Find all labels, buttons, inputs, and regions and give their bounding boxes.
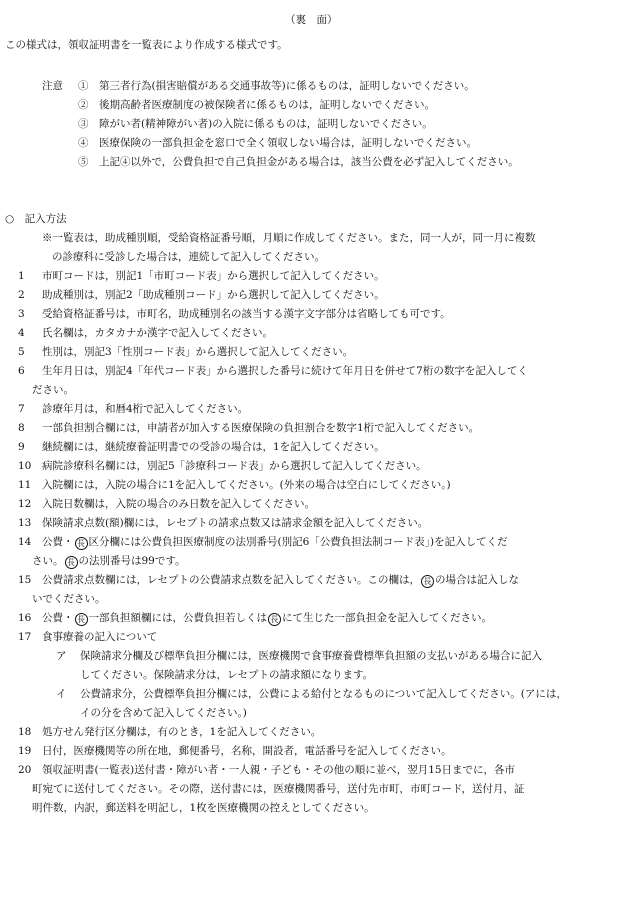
list-item: 5 性別は，別記3「性別コード表」から選択して記入してください。 <box>18 346 354 358</box>
list-item: 10 病院診療科名欄には，別記5「診療科コード表」から選択して記入してください。 <box>18 460 427 472</box>
list-item: 4 氏名欄は，カタカナか漢字で記入してください。 <box>18 327 273 339</box>
lead-line: ※一覧表は，助成種別順，受給資格証番号順，月順に作成してください。また，同一人が，同一月に複数 <box>42 232 536 244</box>
list-item: 7 診療年月は，和暦4桁で記入してください。 <box>18 403 249 415</box>
lead-line: の診療科に受診した場合は，連続して記入してください。 <box>52 251 325 263</box>
note-item: ④ 医療保険の一部負担金を窓口で全く領収しない場合は，証明しないでください。 <box>78 137 477 149</box>
sub-item: イ 公費請求分，公費標準負担分欄には，公費による給付となるものについて記入してください。(アには， <box>56 688 567 700</box>
list-item: 17 食事療養の記入について <box>18 631 158 643</box>
list-item: 1 市町コードは，別記1「市町コード表」から選択して記入してください。 <box>18 270 385 282</box>
list-item-continuation: いでください。 <box>32 593 106 605</box>
section-heading: ○ 記入方法 <box>5 213 67 225</box>
seal-mark-icon: 長 <box>65 556 78 569</box>
list-item: 11 入院欄には，入院の場合に1を記入してください。(外来の場合は空白にしてください。) <box>18 479 451 491</box>
list-item-continuation: ださい。 <box>32 384 74 396</box>
list-item: 16 公費・ 長 一部負担額欄には，公費負担若しくは 長 にて生じた一部負担金を記入してください。 <box>18 612 492 624</box>
notes-label: 注意 <box>42 80 63 92</box>
sub-item-continuation: イの分を含めて記入してください。) <box>80 707 247 719</box>
note-item: ③ 障がい者(精神障がい者)の入院に係るものは，証明しないでください。 <box>78 118 433 130</box>
list-item: 2 助成種別は，別記2「助成種別コード」から選択して記入してください。 <box>18 289 385 301</box>
seal-mark-icon: 長 <box>75 537 88 550</box>
list-item: 19 日付，医療機関等の所在地，郵便番号，名称，開設者，電話番号を記入してください。 <box>18 745 452 757</box>
list-item-continuation: 明件数，内訳，郵送料を明記し，1枚を医療機関の控えとしてください。 <box>32 802 375 814</box>
list-item-continuation: さい。 長 の法別番号は99です。 <box>32 555 186 567</box>
page-title: （裏 面） <box>285 14 338 26</box>
list-item: 8 一部負担割合欄には，申請者が加入する医療保険の負担割合を数字1桁で記入してください。 <box>18 422 480 434</box>
intro-text: この様式は，領収証明書を一覧表により作成する様式です。 <box>5 39 288 51</box>
list-item-continuation: 町宛てに送付してください。その際，送付書には，医療機関番号，送付先市町，市町コード，送付月，証 <box>32 783 525 795</box>
seal-mark-icon: 長 <box>75 613 88 626</box>
list-item: 20 領収証明書(一覧表)送付書・障がい者・一人親・子ども・その他の順に並べ，翌月15日までに，各市 <box>18 764 516 776</box>
list-item: 14 公費・ 長 区分欄には公費負担医療制度の法別番号(別記6「公費負担法制コード表」)を記入してくだ <box>18 536 508 548</box>
note-item: ① 第三者行為(損害賠償がある交通事故等)に係るものは，証明しないでください。 <box>78 80 475 92</box>
list-item: 3 受給資格証番号は，市町名，助成種別名の該当する漢字文字部分は省略しても可です。 <box>18 308 451 320</box>
note-item: ⑤ 上記④以外で，公費負担で自己負担金がある場合は，該当公費を必ず記入してください。 <box>78 156 519 168</box>
list-item: 12 入院日数欄は，入院の場合のみ日数を記入してください。 <box>18 498 315 510</box>
sub-item-continuation: してください。保険請求分は，レセプトの請求額になります。 <box>80 669 374 681</box>
note-item: ② 後期高齢者医療制度の被保険者に係るものは，証明しないでください。 <box>78 99 435 111</box>
sub-item: ア 保険請求分欄及び標準負担分欄には，医療機関で食事療養費標準負担額の支払いがある場合に記入 <box>56 650 542 662</box>
list-item: 18 処方せん発行区分欄は，有のとき，1を記入してください。 <box>18 726 322 738</box>
seal-mark-icon: 長 <box>268 613 281 626</box>
list-item: 13 保険請求点数(額)欄には，レセプトの請求点数又は請求金額を記入してください。 <box>18 517 429 529</box>
list-item: 15 公費請求点数欄には，レセプトの公費請求点数を記入してください。この欄は， 長 の場合は記入しな <box>18 574 519 586</box>
list-item: 6 生年月日は，別記4「年代コード表」から選択した番号に続けて年月日を併せて7桁の数字を記入してく <box>18 365 528 377</box>
list-item: 9 継続欄には，継続療養証明書での受診の場合は，1を記入してください。 <box>18 441 385 453</box>
seal-mark-icon: 長 <box>421 575 434 588</box>
